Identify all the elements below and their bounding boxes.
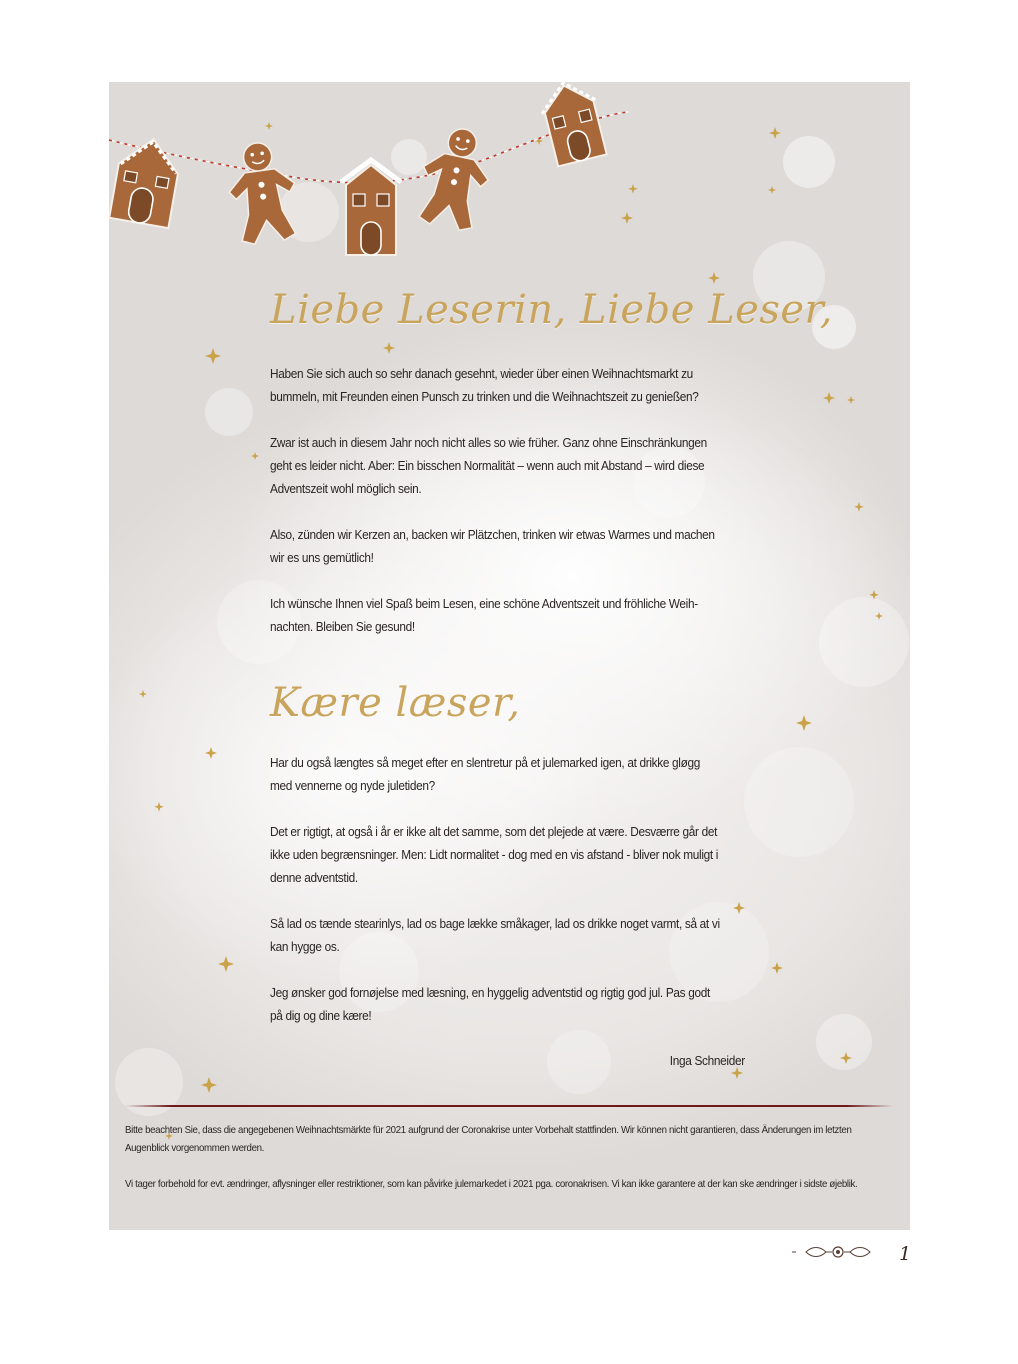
disclaimer-german: Bitte beachten Sie, dass die angegebenen Weihnachtsmärkte für 2021 aufgrund der Coronakrise unter Vorbehalt stattfinden. Wir können nicht garantieren, dass Änderungen im letzten Augenblick vorgenommen werden. xyxy=(125,1125,852,1154)
divider-rule xyxy=(125,1105,893,1107)
decoration-layer xyxy=(109,82,910,1230)
disclaimer-danish: Vi tager forbehold for evt. ændringer, aflysninger eller restriktioner, som kan påvirke julemarkedet i 2021 pga. coronakrisen. Vi kan ikke garantere at der kan ske ændringer i sidste øjeblik. xyxy=(125,1179,858,1190)
paragraph-german-4: Ich wünsche Ihnen viel Spaß beim Lesen, eine schöne Adventszeit und fröhliche Weih-nachten. Bleiben Sie gesund! xyxy=(270,597,698,634)
footer-ornament-icon xyxy=(792,1244,882,1260)
paragraph-danish-1: Har du også længtes så meget efter en slentretur på et julemarked igen, at drikke gløgg med vennerne og nyde juletiden? xyxy=(270,756,701,793)
gingerbread-house-icon xyxy=(536,82,610,167)
paragraph-german-2: Zwar ist auch in diesem Jahr noch nicht alles so wie früher. Ganz ohne Einschränkungen geht es leider nicht. Aber: Ein bisschen Normalität – wenn auch mit Abstand – wird diese Adventszeit wohl möglich sein. xyxy=(270,436,707,496)
paragraph-danish-4: Jeg ønsker god fornøjelse med læsning, en hyggelig adventstid og rigtig god jul. Pas godt på dig og dine kære! xyxy=(270,986,710,1023)
heading-danish: Kære læser, xyxy=(270,680,521,726)
paragraph-danish-2: Det er rigtigt, at også i år er ikke alt det samme, som det plejede at være. Desværre går det ikke uden begrænsninger. Men: Lidt normalitet - dog med en vis afstand - bliver nok muligt i denne adventstid. xyxy=(270,825,719,885)
paragraph-german-3: Also, zünden wir Kerzen an, backen wir Plätzchen, trinken wir etwas Warmes und machen wir es uns gemütlich! xyxy=(270,528,715,565)
gingerbread-man-icon xyxy=(412,122,497,234)
paragraph-danish-3: Så lad os tænde stearinlys, lad os bage lække småkager, lad os drikke noget varmt, så at vi kan hygge os. xyxy=(270,917,720,954)
paragraph-german-1: Haben Sie sich auch so sehr danach gesehnt, wieder über einen Weihnachtsmarkt zu bummeln, mit Freunden einen Punsch zu trinken und die Weihnachtszeit zu genießen? xyxy=(270,367,699,404)
heading-german: Liebe Leserin, Liebe Leser, xyxy=(270,287,833,333)
page-panel xyxy=(109,82,910,1230)
gingerbread-house-icon xyxy=(109,134,183,228)
page-number: 1 xyxy=(899,1243,912,1265)
gingerbread-house-icon xyxy=(341,160,401,255)
signature: Inga Schneider xyxy=(669,1054,745,1068)
gingerbread-garland xyxy=(109,82,629,255)
